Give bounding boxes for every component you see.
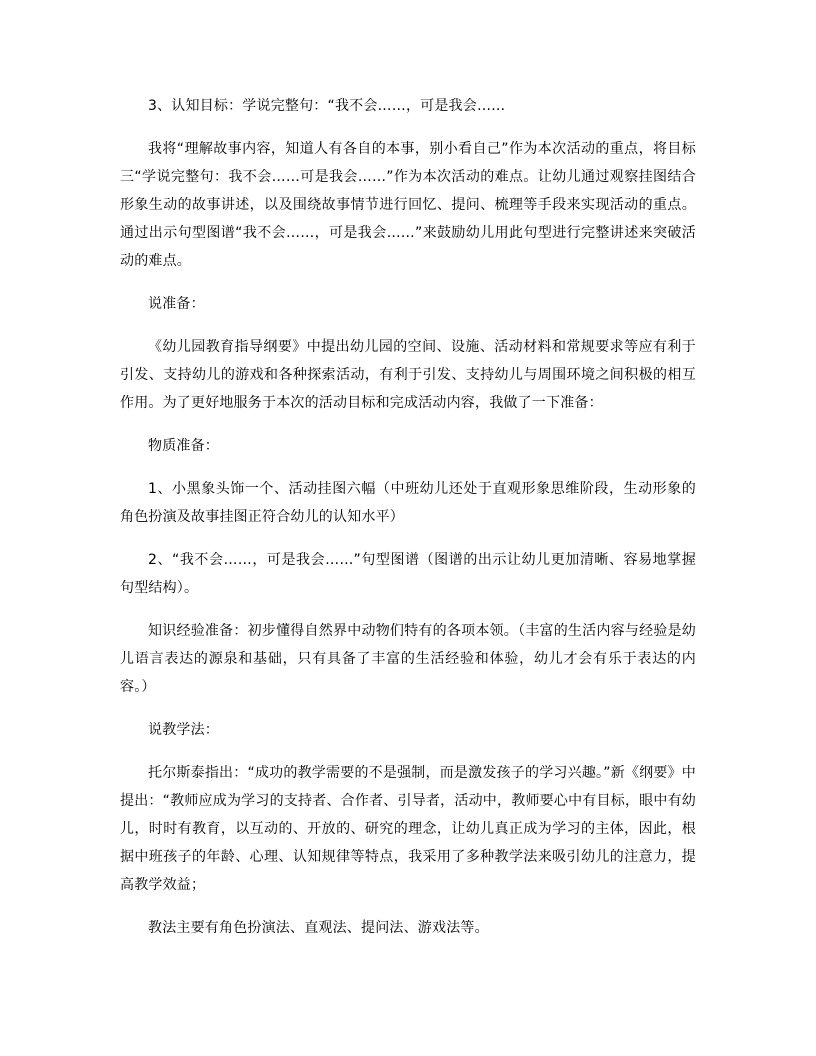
paragraph-key-points: 我将“理解故事内容，知道人有各自的本事，别小看自己”作为本次活动的重点，将目标三“学说完整句：我不会……可是我会……”作为本次活动的难点。让幼儿通过观察挂图结合形象生动的故事讲述，以及围绕故事情节进行回忆、提问、梳理等手段来实现活动的重点。通过出示句型图谱“我不会……，可是我会……”来鼓励幼儿用此句型进行完整讲述来突破活动的难点。 [120, 141, 696, 269]
paragraph-methods-list: 教法主要有角色扮演法、直观法、提问法、游戏法等。 [148, 920, 489, 936]
paragraph-knowledge-preparation: 知识经验准备：初步懂得自然界中动物们特有的各项本领。（丰富的生活内容与经验是幼儿语言表达的源泉和基础，只有具备了丰富的生活经验和体验，幼儿才会有乐于表达的内容。） [120, 623, 696, 695]
paragraph-cognitive-goal: 3、认知目标：学说完整句：“我不会……，可是我会…… [148, 98, 506, 114]
document-page [120, 92, 696, 957]
heading-material-preparation: 物质准备： [148, 438, 219, 454]
heading-teaching-method: 说教学法： [148, 722, 219, 738]
paragraph-guideline: 《幼儿园教育指导纲要》中提出幼儿园的空间、设施、活动材料和常规要求等应有利于引发、支持幼儿的游戏和各种探索活动，有利于引发、支持幼儿与周围环境之间积极的相互作用。为了更好地服务于本次的活动目标和完成活动内容，我做了一下准备： [120, 339, 696, 411]
heading-preparation: 说准备： [148, 296, 205, 312]
paragraph-material-1: 1、小黑象头饰一个、活动挂图六幅（中班幼儿还处于直观形象思维阶段，生动形象的角色扮演及故事挂图正符合幼儿的认知水平） [120, 481, 696, 525]
paragraph-material-2: 2、“我不会……，可是我会……”句型图谱（图谱的出示让幼儿更加清晰、容易地掌握句型结构）。 [120, 552, 696, 596]
paragraph-tolstoy-quote: 托尔斯泰指出：“成功的教学需要的不是强制，而是激发孩子的学习兴趣。”新《纲要》中提出：“教师应成为学习的支持者、合作者、引导者，活动中，教师要心中有目标，眼中有幼儿，时时有教育，以互动的、开放的、研究的理念，让幼儿真正成为学习的主体，因此，根据中班孩子的年龄、心理、认知规律等特点，我采用了多种教学法来吸引幼儿的注意力，提高教学效益； [120, 765, 696, 893]
